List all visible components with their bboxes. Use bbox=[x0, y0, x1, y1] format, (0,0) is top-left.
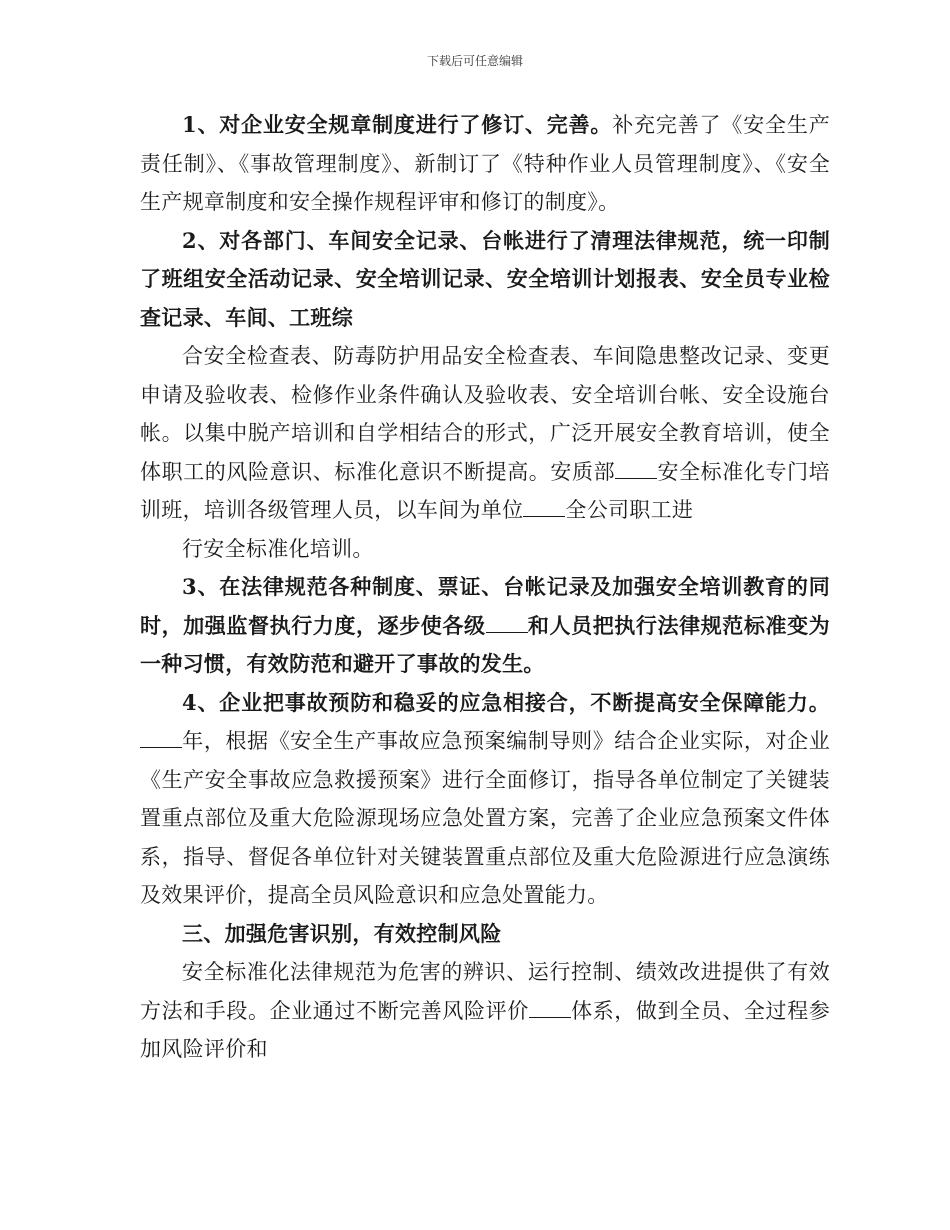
document-body bbox=[140, 106, 830, 1069]
paragraph-1 bbox=[140, 106, 830, 222]
paragraph-3-text-c: 全公司职工进 bbox=[565, 498, 694, 522]
section-heading: 三、加强危害识别，有效控制风险 bbox=[182, 920, 502, 946]
blank-underline bbox=[523, 498, 565, 517]
paragraph-4: 行安全标准化培训。 bbox=[182, 536, 374, 561]
paragraph-7-text-a: 安全标准化法律规范为危害的辨识、运行控制、绩效改进提供了有效方法和手段。企业通过不断完善风险评价 bbox=[140, 960, 830, 1023]
paragraph-2: 2、对各部门、车间安全记录、台帐进行了清理法律规范，统一印制了班组安全活动记录、安全培训记录、安全培训计划报表、安全员专业检查记录、车间、工班综 bbox=[140, 227, 830, 330]
paragraph-3 bbox=[140, 337, 830, 530]
paragraph-1-text: 补充完善了《安全生产责任制》、《事故管理制度》、新制订了《特种作业人员管理制度》、《安全生产规章制度和安全操作规程评审和修订的制度》。 bbox=[140, 113, 830, 214]
blank-underline bbox=[140, 729, 182, 748]
paragraph-5-text-b: 和人员把执行法律规范标准变为一种习惯，有效防范和避开了事故的发生。 bbox=[140, 612, 830, 676]
blank-underline bbox=[486, 614, 528, 633]
paragraph-1-lead: 1、对企业安全规章制度进行了修订、完善。 bbox=[182, 112, 613, 137]
paragraph-6-lead: 4、企业把事故预防和稳妥的应急相接合，不断提高安全保障能力。 bbox=[182, 689, 830, 715]
paragraph-3-text-b: 安全标准化专门培训班，培训各级管理人员，以车间为单位 bbox=[140, 459, 830, 522]
paragraph-5-text-a: 3、在法律规范各种制度、票证、台帐记录及加强安全培训教育的同时，加强监督执行力度，逐步使各级 bbox=[140, 574, 830, 638]
blank-underline bbox=[529, 999, 571, 1018]
page-header-note: 下载后可任意编辑 bbox=[426, 54, 523, 68]
paragraph-6-text: 年，根据《安全生产事故应急预案编制导则》结合企业实际，对企业《生产安全事故应急救援预案》进行全面修订，指导各单位制定了关键装置重点部位及重大危险源现场应急处置方案，完善了企业应急预案文件体系，指导、督促各单位针对关键装置重点部位及重大危险源进行应急演练及效果评价，提高全员风险意识和应急处置能力。 bbox=[140, 729, 830, 907]
paragraph-7-text-b: 体系，做到全员、全过程参加风险评价和 bbox=[140, 998, 830, 1061]
paragraph-5 bbox=[140, 568, 830, 684]
paragraph-6 bbox=[140, 684, 830, 915]
paragraph-3-text-a: 合安全检查表、防毒防护用品安全检查表、车间隐患整改记录、变更申请及验收表、检修作业条件确认及验收表、安全培训台帐、安全设施台帐。以集中脱产培训和自学相结合的形式，广泛开展安全教育培训，使全体职工的风险意识、标准化意识不断提高。安质部 bbox=[140, 344, 830, 484]
blank-underline bbox=[615, 460, 657, 479]
paragraph-7 bbox=[140, 953, 830, 1069]
